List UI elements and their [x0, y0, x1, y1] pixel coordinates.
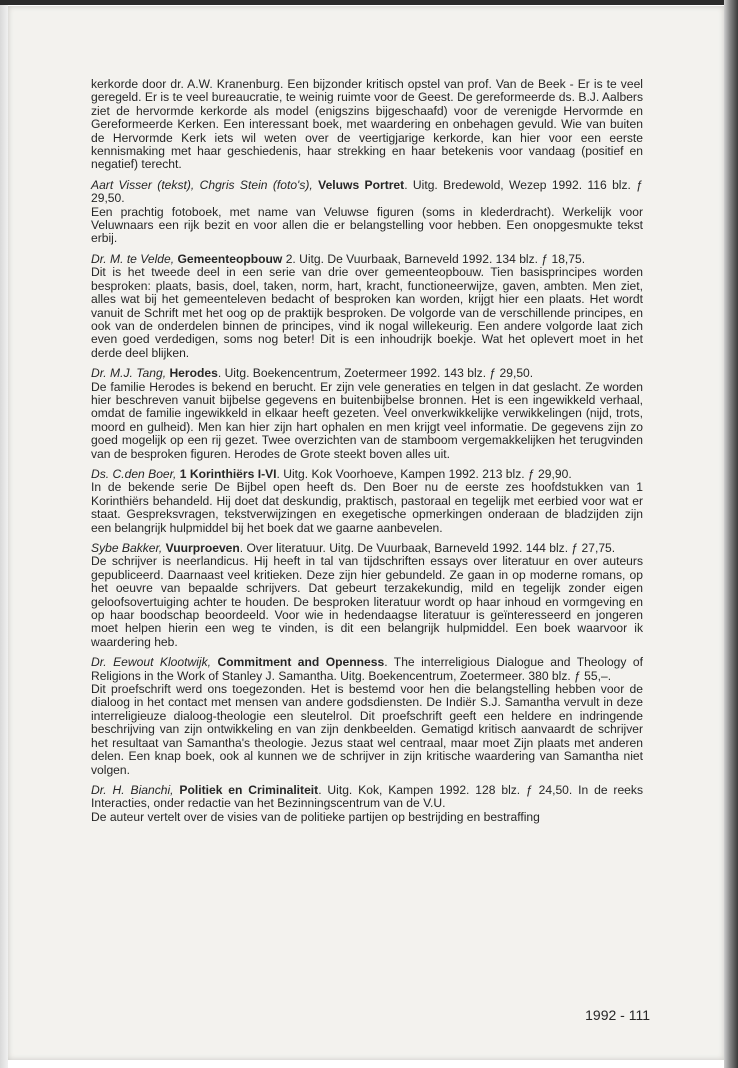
entry-details: . Uitg. Kok, Kampen 1992. 128 blz. ƒ 24,50. In de reeks Interacties, onder redactie van het Bezinningscentrum van de V.U.	[91, 782, 643, 811]
entry-heading	[91, 367, 643, 380]
entry-heading	[91, 468, 643, 481]
entry-details: 2. Uitg. De Vuurbaak, Barneveld 1992. 134 blz. ƒ 18,75.	[282, 251, 586, 266]
entry-author: Aart Visser (tekst), Chgris Stein (foto's),	[91, 177, 313, 192]
entry-author: Dr. M.J. Tang,	[91, 366, 167, 381]
review-entry	[91, 179, 643, 246]
entry-body: De familie Herodes is bekend en berucht. Er zijn vele generaties en telgen in dat geslacht. Ze worden hier beschreven vanuit bijbelse gegevens en buitenbijbelse bronnen. Het is een ingewikkeld verhaal, omdat de familie ingewikkeld in elkaar heeft gezeten. Veel onverkwikkelijke verwikkelingen (nijd, trots, moord en gulheid). Men kan hier zijn hart ophalen en men krijgt veel informatie. De gegevens zijn zo goed mogelijk op een rij gezet. Twee overzichten van de stamboom vergemakkelijken het terugvinden van de besproken figuren. Herodes de Grote steekt boven alles uit.	[91, 379, 643, 461]
entry-title: Vuurproeven	[165, 541, 240, 555]
entry-title: Gemeenteopbouw	[177, 251, 283, 266]
entry-heading	[91, 253, 643, 266]
review-column	[91, 78, 643, 824]
review-entry	[91, 542, 643, 649]
entry-body: De auteur vertelt over de visies van de politieke partijen op bestrijding en bestraffing	[91, 809, 540, 824]
entry-title: 1 Korinthiërs I-VI	[179, 466, 277, 481]
entry-details: . Uitg. Boekencentrum, Zoetermeer 1992. 143 blz. ƒ 29,50.	[217, 366, 534, 381]
entry-author: Dr. H. Bianchi,	[91, 782, 174, 797]
entry-body: Dit is het tweede deel in een serie van drie over gemeenteopbouw. Tien basisprincipes worden besproken: plaats, basis, doel, taken, norm, hart, kracht, functioneerwijze, gaven, ambten. Men ziet, alles wat bij het gemeenteleven bedacht of besproken kan worden, krijgt hier een plaats. Het wordt vanuit de Schrift met het oog op de praktijk besproken. De volgorde van de verschillende principes, en ook van de onderdelen binnen de principes, vind ik nogal willekeurig. Een andere volgorde laat zich even goed verdedigen, soms nog beter! Dit is een inhoudrijk boekje. Wat het oplevert moet in het derde deel blijken.	[91, 265, 643, 360]
review-entry	[91, 367, 643, 461]
entry-title: Commitment and Openness	[217, 655, 385, 670]
entry-author: Dr. Eewout Klootwijk,	[91, 655, 211, 670]
entry-details: . Uitg. Kok Voorhoeve, Kampen 1992. 213 blz. ƒ 29,90.	[276, 466, 572, 481]
scan-top-border	[0, 0, 738, 5]
review-entry	[91, 656, 643, 777]
entry-details: . Uitg. Bredewold, Wezep 1992. 116 blz. ƒ 29,50.	[91, 177, 643, 206]
entry-body: In de bekende serie De Bijbel open heeft ds. Den Boer nu de eerste zes hoofdstukken van 1 Korinthiërs behandeld. Hij doet dat deskundig, praktisch, pastoraal en tegelijk met eerbied voor wat er staat. Gespreksvragen, tekstverwijzingen en exegetische opmerkingen onderaan de bladzijden zijn een belangrijk hulpmiddel bij het boek dat we gaarne aanbevelen.	[91, 480, 643, 535]
entry-author: Sybe Bakker,	[91, 541, 163, 555]
entry-details: . The interreligious Dialogue and Theology of Religions in the Work of Stanley J. Samantha. Uitg. Boekencentrum, Zoetermeer. 380 blz. ƒ 55,–.	[91, 655, 643, 683]
entry-heading	[91, 784, 643, 811]
entry-heading	[91, 179, 643, 206]
entry-details: . Over literatuur. Uitg. De Vuurbaak, Barneveld 1992. 144 blz. ƒ 27,75.	[239, 541, 616, 555]
scan-right-edge	[724, 0, 738, 1068]
entry-heading	[91, 542, 643, 555]
page-number: 1992 - 111	[585, 1007, 650, 1023]
review-entry	[91, 468, 643, 535]
intro-paragraph: kerkorde door dr. A.W. Kranenburg. Een bijzonder kritisch opstel van prof. Van de Beek - Er is te veel geregeld. Er is te veel bureaucratie, te weinig ruimte voor de Geest. De gereformeerde ds. B.J. Aalbers ziet de hervormde kerkorde als model (enigszins bijgeschaafd) voor de verenigde Hervormde en Gereformeerde Kerken. Een interessant boek, met waardering en onbehagen gevuld. Wie van buiten de Hervormde Kerk iets wil weten over de veertigjarige kerkorde, kan hier voor een eerste kennismaking met haar geschiedenis, haar strekking en haar betekenis voor vandaag (positief en negatief) terecht.	[91, 77, 643, 172]
entry-body: Dit proefschrift werd ons toegezonden. Het is bestemd voor hen die belangstelling hebben voor de dialoog in het contact met mensen van andere godsdiensten. De Indiër S.J. Samantha vervult in deze interreligieuze dialoog-theologie een sleutelrol. Dit proefschrift geeft een heldere en indringende beschrijving van zijn ontwikkeling en van zijn denkbeelden. Gematigd kritisch aanvaardt de schrijver het resultaat van Samantha's theologie. Jezus staat wel centraal, maar moet Zijn plaats met anderen delen. Een knap boek, ook al kunnen we de schrijver in zijn kritische waardering van Samantha niet volgen.	[91, 682, 643, 777]
review-entry	[91, 253, 643, 360]
entry-body: De schrijver is neerlandicus. Hij heeft in tal van tijdschriften essays over literatuur en over auteurs gepubliceerd. Daarnaast veel kritieken. Deze zijn hier gebundeld. Ze gaan in op moderne romans, op het oeuvre van bepaalde schrijvers. Dat gebeurt terzakekundig, mild en tegelijk zonder eigen geloofsovertuiging achter te houden. De besproken literatuur wordt op haar inhoud en vormgeving en op haar boodschap beoordeeld. Voor wie in hedendaagse literatuur is geïnteresseerd en jongeren moet helpen hierin een weg te vinden, is dit een belangrijk hulpmiddel. Een boek waarvoor ik waardering heb.	[91, 554, 643, 649]
scan-left-edge	[0, 0, 8, 1068]
entry-author: Dr. M. te Velde,	[91, 251, 175, 266]
review-entry	[91, 784, 643, 824]
entry-body: Een prachtig fotoboek, met name van Veluwse figuren (soms in klederdracht). Werkelijk voor Veluwnaars een rijk bezit en voor allen die er belangstelling voor hebben. Een onopgesmukte tekst erbij.	[91, 204, 643, 246]
entry-title: Politiek en Criminaliteit	[179, 782, 319, 797]
entry-title: Herodes	[169, 366, 218, 381]
entry-title: Veluws Portret	[318, 177, 405, 192]
entry-heading	[91, 656, 643, 683]
entry-author: Ds. C.den Boer,	[91, 466, 177, 481]
